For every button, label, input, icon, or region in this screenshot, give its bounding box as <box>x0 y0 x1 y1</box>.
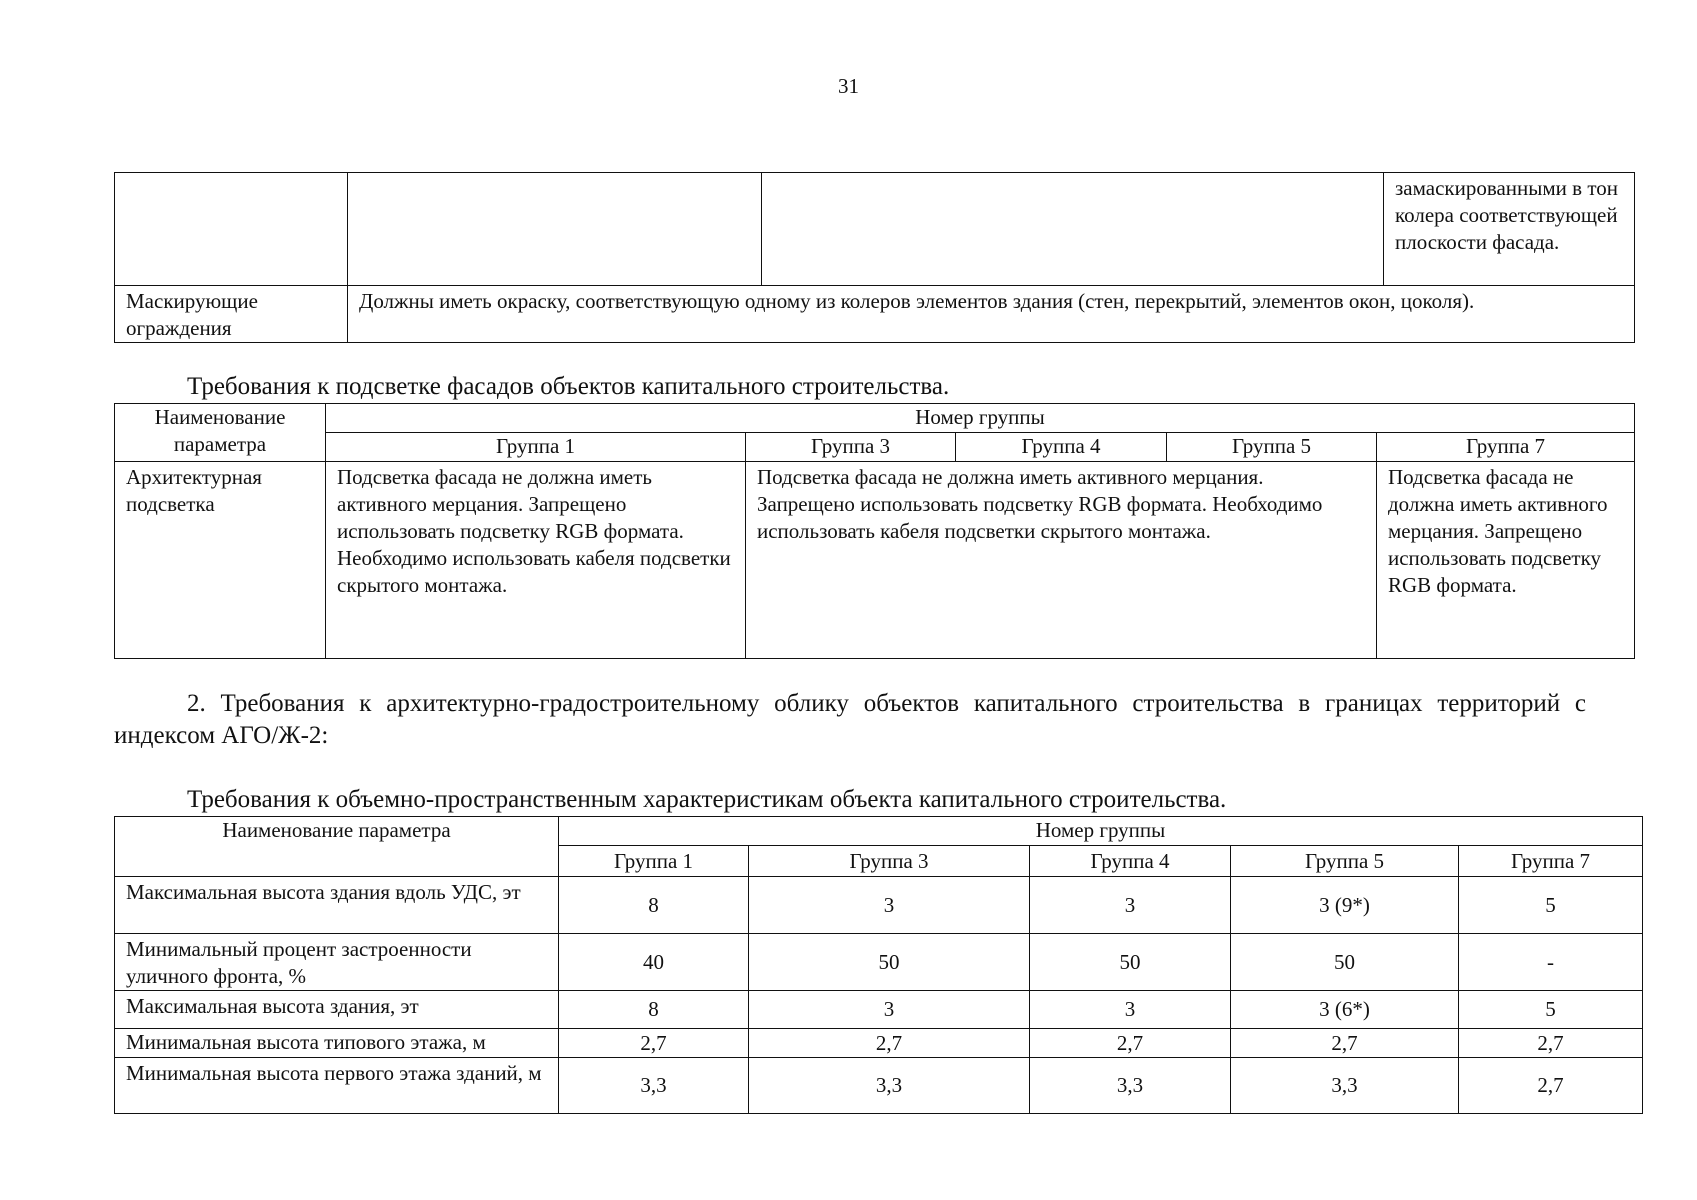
table1-cell-masked-text: замаскированными в тон колера соответствующей плоскости фасада. <box>1384 173 1635 286</box>
table3-cell: 8 <box>559 991 749 1029</box>
table3-group-header: Номер группы <box>559 817 1643 846</box>
table3-row-label: Минимальная высота первого этажа зданий, м <box>115 1058 559 1114</box>
table2-group-3-header: Группа 3 <box>746 433 956 462</box>
table1-cell-empty-2 <box>348 173 762 286</box>
table3-cell: 3,3 <box>559 1058 749 1114</box>
table2-group-5-header: Группа 5 <box>1167 433 1377 462</box>
table-row <box>115 877 1643 934</box>
table3-cell: 8 <box>559 877 749 934</box>
table3-cell: 3,3 <box>1030 1058 1231 1114</box>
table3-row-label: Минимальная высота типового этажа, м <box>115 1029 559 1058</box>
table3-group-3-header: Группа 3 <box>749 846 1030 877</box>
table2-group-4-header: Группа 4 <box>956 433 1167 462</box>
table1-row-text-masking-fences: Должны иметь окраску, соответствующую одному из колеров элементов здания (стен, перекрытий, элементов окон, цоколя). <box>348 286 1635 343</box>
table3-param-header: Наименование параметра <box>115 817 559 877</box>
table3-cell: 2,7 <box>1231 1029 1459 1058</box>
table3-cell: 2,7 <box>1459 1058 1643 1114</box>
table3-row-label: Максимальная высота здания вдоль УДС, эт <box>115 877 559 934</box>
table1-cell-empty-1 <box>115 173 348 286</box>
table2-row-label-architectural-lighting: Архитектурная подсветка <box>115 462 326 659</box>
table-row <box>115 1058 1643 1114</box>
facade-lighting-table <box>114 403 1635 659</box>
table2-group-1-header: Группа 1 <box>326 433 746 462</box>
table3-cell: 50 <box>749 934 1030 991</box>
caption-volumetric-characteristics: Требования к объемно-пространственным характеристикам объекта капитального строительства. <box>187 786 1227 813</box>
table-row <box>115 1029 1643 1058</box>
table3-group-5-header: Группа 5 <box>1231 846 1459 877</box>
table2-group-header: Номер группы <box>326 404 1635 433</box>
table3-cell: 2,7 <box>559 1029 749 1058</box>
table3-cell: 50 <box>1030 934 1231 991</box>
table3-row-label: Минимальный процент застроенности уличного фронта, % <box>115 934 559 991</box>
table3-cell: 2,7 <box>1030 1029 1231 1058</box>
table3-group-1-header: Группа 1 <box>559 846 749 877</box>
table3-cell: 5 <box>1459 991 1643 1029</box>
table1-cell-empty-3 <box>762 173 1384 286</box>
table3-cell: 3,3 <box>1231 1058 1459 1114</box>
table3-cell: 40 <box>559 934 749 991</box>
volumetric-characteristics-table <box>114 816 1643 1114</box>
table3-cell: 3 <box>1030 991 1231 1029</box>
table3-cell: 3 <box>1030 877 1231 934</box>
table2-group-7-header: Группа 7 <box>1377 433 1635 462</box>
table-row <box>115 991 1643 1029</box>
table3-row-label: Максимальная высота здания, эт <box>115 991 559 1029</box>
table3-cell: 3 <box>749 991 1030 1029</box>
caption-facade-lighting: Требования к подсветке фасадов объектов капитального строительства. <box>187 373 950 400</box>
table3-cell: 3,3 <box>749 1058 1030 1114</box>
table3-cell: 50 <box>1231 934 1459 991</box>
table3-cell: 3 (6*) <box>1231 991 1459 1029</box>
table3-cell: - <box>1459 934 1643 991</box>
table3-cell: 3 <box>749 877 1030 934</box>
facade-elements-table-continuation <box>114 172 1635 343</box>
table3-cell: 2,7 <box>749 1029 1030 1058</box>
table1-row-label-masking-fences: Маскирующие ограждения <box>115 286 348 343</box>
table3-cell: 2,7 <box>1459 1029 1643 1058</box>
table3-group-7-header: Группа 7 <box>1459 846 1643 877</box>
table2-group-1-requirements: Подсветка фасада не должна иметь активного мерцания. Запрещено использовать подсветку RGB формата. Необходимо использовать кабеля подсветки скрытого монтажа. <box>326 462 746 659</box>
table3-cell: 3 (9*) <box>1231 877 1459 934</box>
table-row <box>115 934 1643 991</box>
table2-group-7-requirements: Подсветка фасада не должна иметь активного мерцания. Запрещено использовать подсветку RGB формата. <box>1377 462 1635 659</box>
table3-group-4-header: Группа 4 <box>1030 846 1231 877</box>
table2-groups-3-4-5-requirements: Подсветка фасада не должна иметь активного мерцания. Запрещено использовать подсветку RGB формата. Необходимо использовать кабеля подсветки скрытого монтажа. <box>746 462 1377 659</box>
table2-param-header: Наименование параметра <box>115 404 326 462</box>
page-number: 31 <box>838 74 859 98</box>
section-2-paragraph: 2. Требования к архитектурно-градостроительному облику объектов капитального строительства в границах территорий с индексом АГО/Ж-2: <box>114 690 1586 749</box>
table3-cell: 5 <box>1459 877 1643 934</box>
